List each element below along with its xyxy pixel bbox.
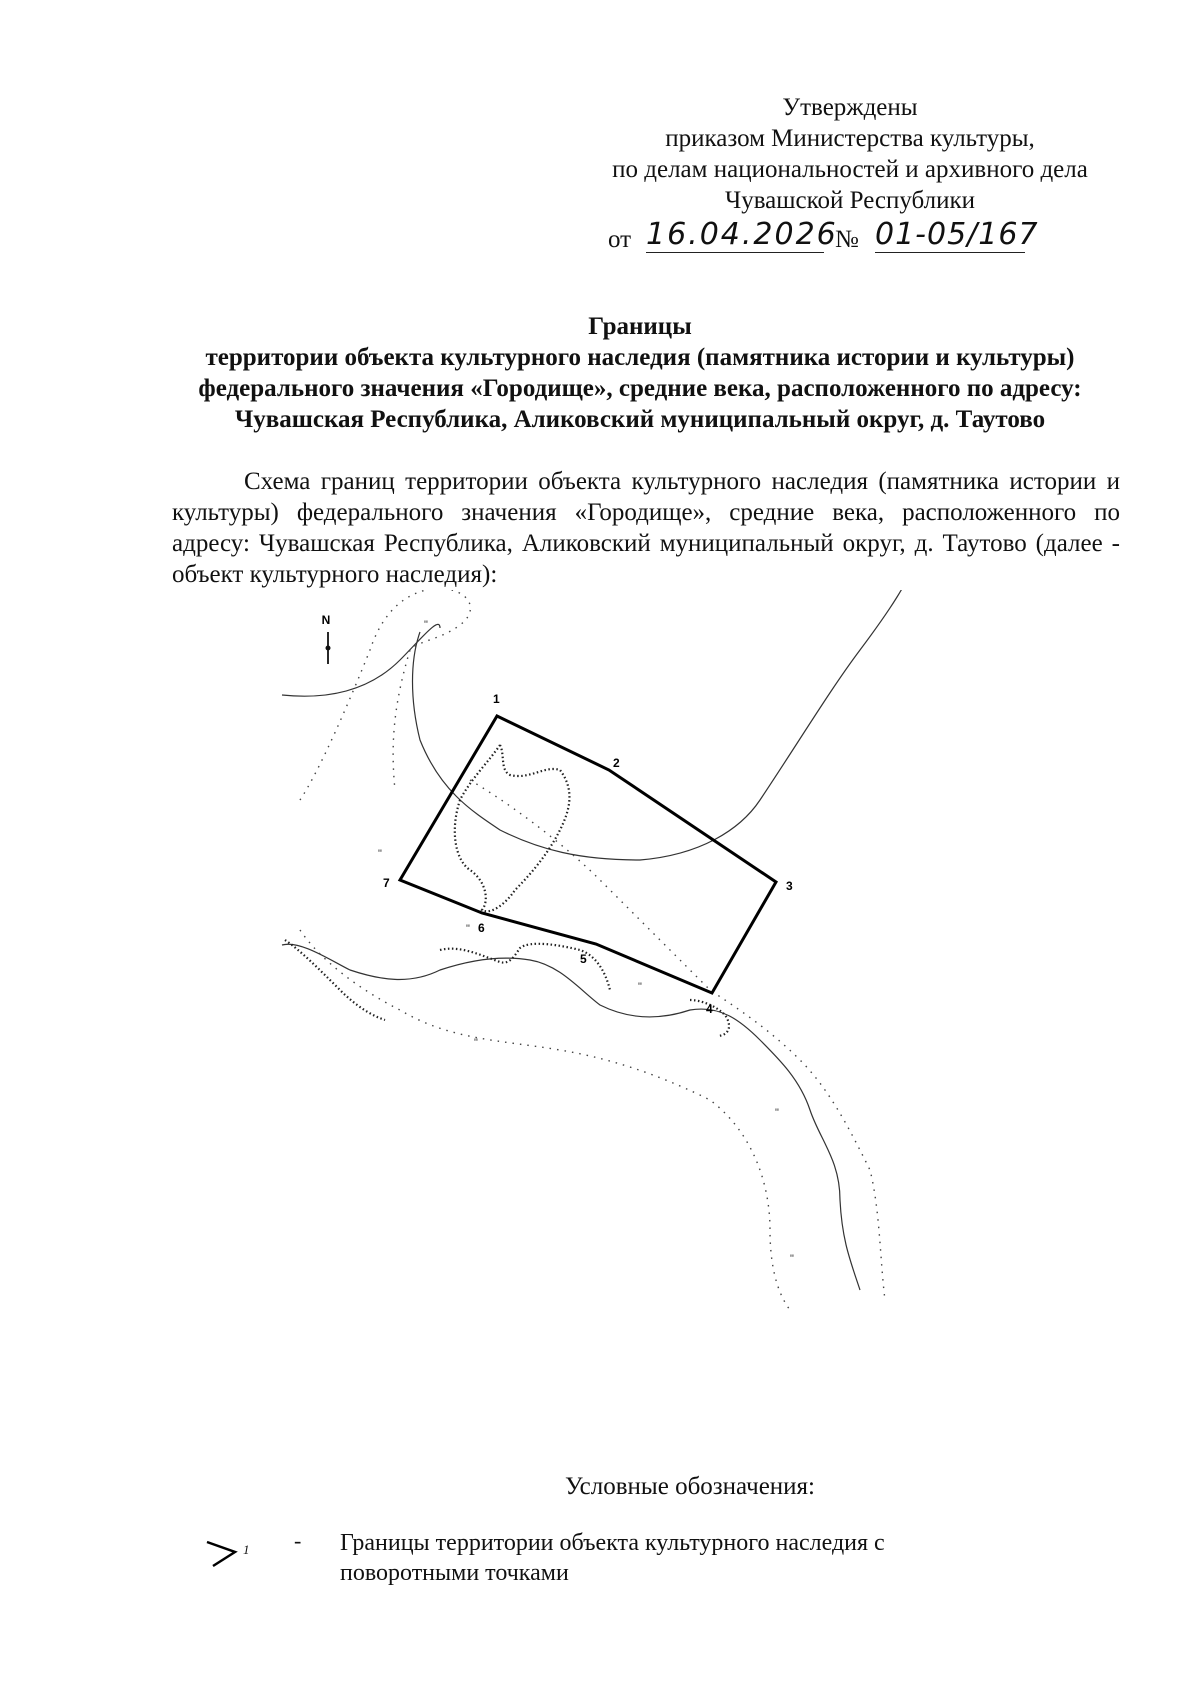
grass-mark: " (790, 1253, 794, 1265)
approval-line-1: Утверждены (782, 94, 918, 121)
approval-block (560, 92, 1140, 258)
boundary-point-label: 1 (493, 692, 500, 706)
title-line-4: Чувашская Республика, Аликовский муниципальный округ, д. Таутово (234, 406, 1046, 433)
earthwork-slopes (285, 745, 729, 1036)
slope-line (455, 745, 570, 911)
approval-line-4: Чувашской Республики (724, 187, 976, 214)
north-arrow-icon (322, 613, 331, 664)
legend-title: Условные обозначения: (564, 1473, 816, 1500)
legend-sample-point: 1 (243, 1542, 250, 1557)
from-label: от (608, 226, 632, 253)
dotted-lines (300, 590, 885, 1310)
contour-line (282, 624, 440, 696)
slope-line (285, 940, 385, 1020)
boundary-point-label: 5 (580, 952, 587, 966)
contour-line (413, 590, 921, 860)
title-line-1: Границы (588, 313, 692, 340)
grass-mark: " (775, 1107, 779, 1119)
scheme-description: Схема границ территории объекта культурного наследия (памятника истории и культуры) федерального значения «Городище», средние века, расположенного по адресу: Чувашская Республика, Аликовский муниципальный округ, д. Таутово (далее - объект культурного наследия): (172, 468, 1120, 588)
order-number: 01-05/167 (875, 217, 1039, 252)
legend-dash: - (294, 1528, 302, 1553)
boundary-sample-icon (205, 1534, 265, 1574)
number-label: № (835, 226, 859, 253)
boundary-point-label: 2 (613, 756, 620, 770)
boundary-point-label: 6 (478, 921, 485, 935)
boundary-point-label: 4 (706, 1002, 713, 1016)
boundary-polygon (400, 716, 776, 993)
order-date: 16.04.2026 (646, 217, 838, 252)
document-title (100, 311, 1180, 435)
boundary-point-label: 7 (383, 876, 390, 890)
approval-line-2: приказом Министерства культуры, (665, 125, 1035, 152)
legend-text-line-2: поворотными точками (340, 1560, 569, 1586)
title-line-3: федерального значения «Городище», средние века, расположенного по адресу: (198, 375, 1082, 402)
order-reference (560, 218, 1140, 258)
legend-description (340, 1528, 940, 1588)
grass-mark: " (474, 1037, 478, 1049)
legend-item (205, 1528, 1005, 1608)
boundary-map (280, 590, 1020, 1330)
grass-mark: " (424, 619, 428, 631)
north-label: N (321, 613, 331, 627)
title-line-2: территории объекта культурного наследия (памятника истории и культуры) (205, 344, 1075, 371)
grass-mark: " (466, 923, 470, 935)
legend-text-line-1: Границы территории объекта культурного наследия с (340, 1530, 885, 1556)
boundary-point-label: 3 (786, 879, 793, 893)
contour-lines (282, 590, 920, 1290)
dotted-line (470, 780, 885, 1300)
slope-line (440, 944, 610, 990)
grass-mark: " (378, 848, 382, 860)
grass-mark: " (638, 981, 642, 993)
approval-line-3: по делам национальностей и архивного дела (612, 156, 1088, 183)
contour-line (282, 944, 860, 1290)
